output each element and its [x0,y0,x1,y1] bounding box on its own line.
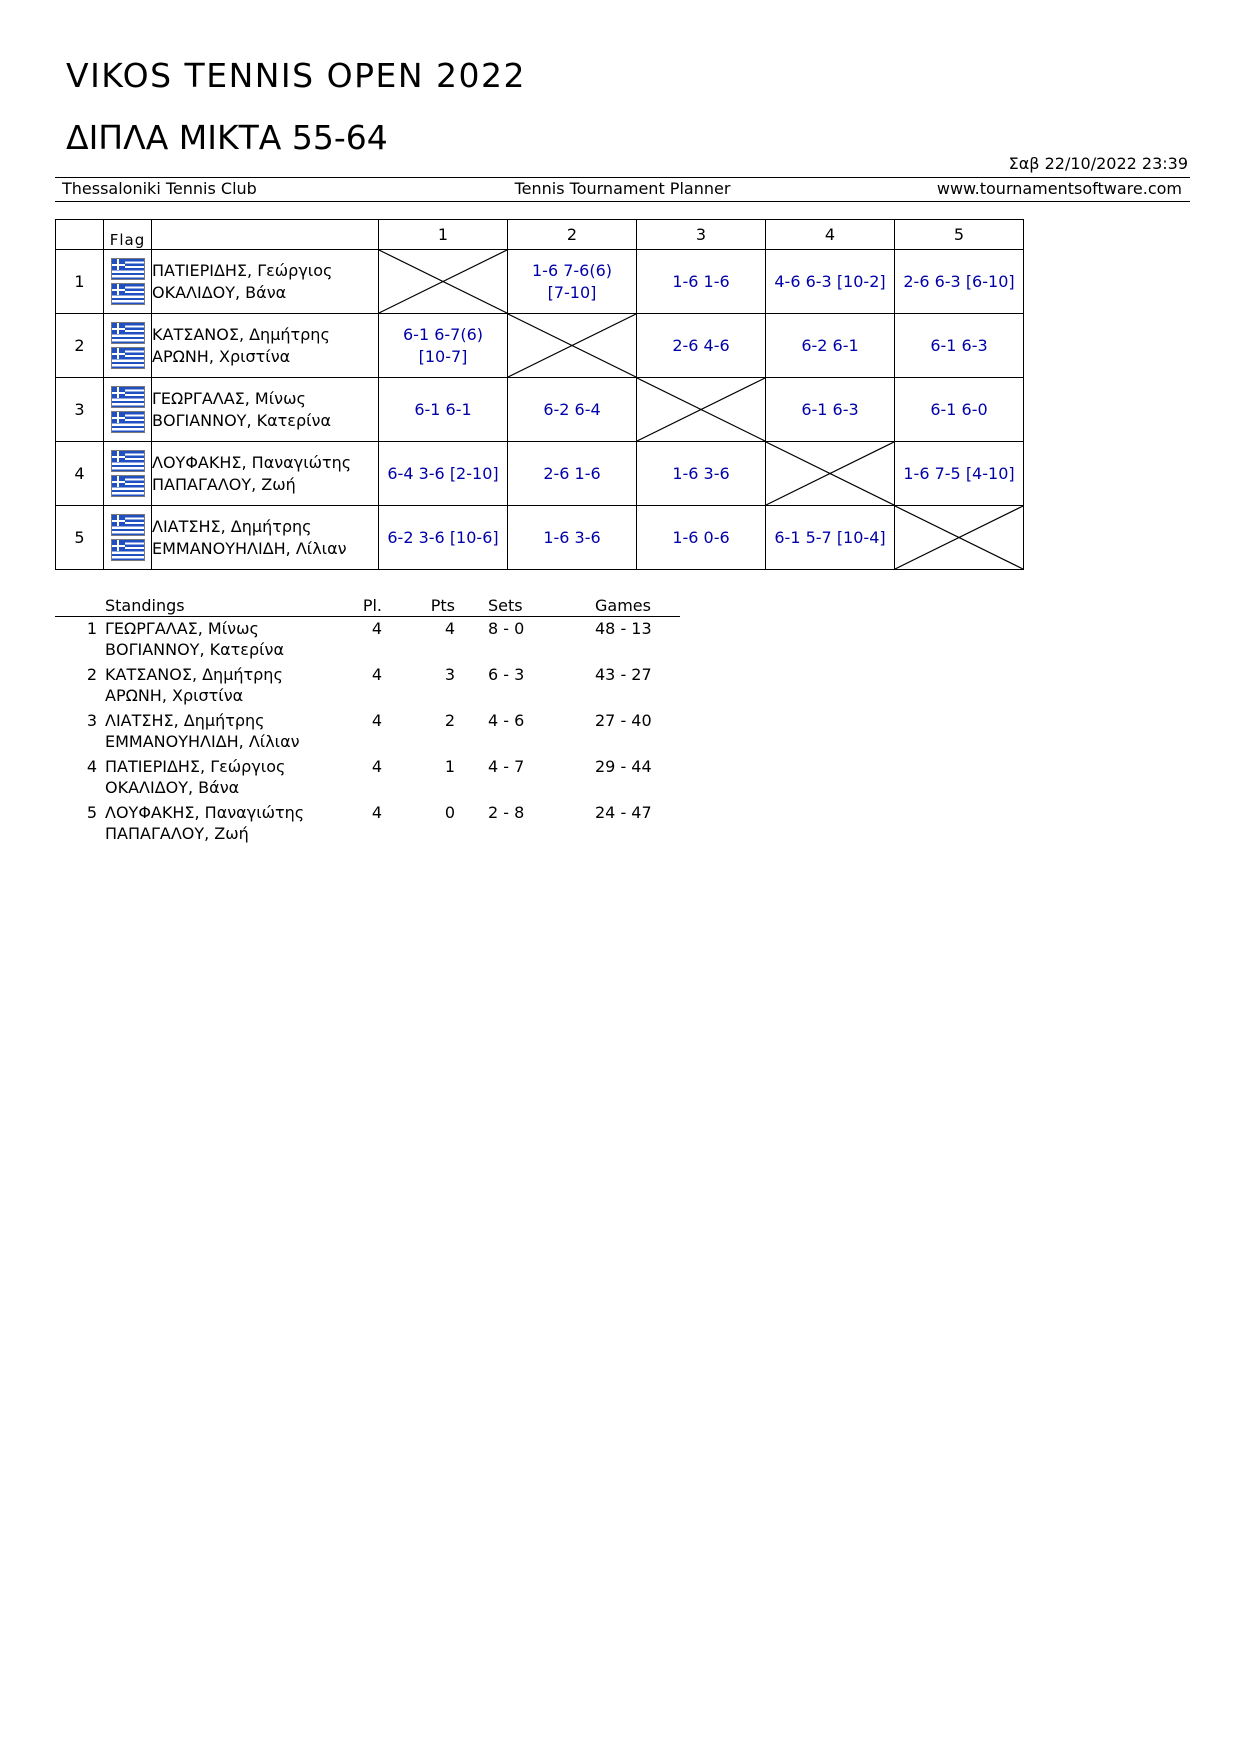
played-header: Pl. [362,596,382,615]
self-match-cell [766,442,895,506]
print-datetime: Σαβ 22/10/2022 23:39 [1008,154,1188,173]
standings-divider [55,616,680,617]
self-match-cell [379,250,508,314]
standing-played: 4 [371,665,382,684]
greece-flag-icon [111,411,145,433]
row-number: 5 [56,506,104,570]
match-score[interactable]: 1-6 3-6 [508,506,637,570]
player-name[interactable]: ΒΟΓΙΑΝΝΟΥ, Κατερίνα [152,410,331,430]
standing-games: 27 - 40 [595,711,652,730]
self-match-cell [895,506,1024,570]
standing-team [105,756,285,798]
match-score[interactable]: 1-6 7-5 [4-10] [895,442,1024,506]
player-name[interactable]: ΟΚΑΛΙΔΟΥ, Βάνα [152,282,287,302]
standing-position: 2 [86,665,97,684]
grid-corner-cell [56,220,104,250]
standing-sets: 8 - 0 [488,619,525,638]
standings-row [55,756,680,804]
match-score[interactable]: 1-6 0-6 [637,506,766,570]
player-name: ΠΑΠΑΓΑΛΟΥ, Ζωή [105,824,249,843]
player-name[interactable]: ΛΙΑΤΣΗΣ, Δημήτρης [152,516,312,536]
player-name: ΕΜΜΑΝΟΥΗΛΙΔΗ, Λίλιαν [105,732,300,751]
match-score[interactable]: 4-6 6-3 [10-2] [766,250,895,314]
greece-flag-icon [111,514,145,536]
standing-sets: 6 - 3 [488,665,525,684]
greece-flag-icon [111,475,145,497]
greece-flag-icon [111,258,145,280]
team-names[interactable] [152,378,379,442]
match-score[interactable]: 1-6 3-6 [637,442,766,506]
match-score[interactable]: 1-6 1-6 [637,250,766,314]
club-name: Thessaloniki Tennis Club [62,179,257,198]
standing-points: 1 [444,757,455,776]
match-score[interactable]: 6-4 3-6 [2-10] [379,442,508,506]
grid-header-row [56,220,1024,250]
grid-row [56,250,1024,314]
standing-position: 4 [86,757,97,776]
standing-team [105,618,284,660]
standing-points: 0 [444,803,455,822]
standing-sets: 4 - 6 [488,711,525,730]
match-score[interactable]: 6-1 6-1 [379,378,508,442]
self-match-cell [637,378,766,442]
player-name[interactable]: ΕΜΜΑΝΟΥΗΛΙΔΗ, Λίλιαν [152,538,347,558]
standing-position: 1 [86,619,97,638]
match-score[interactable]: 6-1 5-7 [10-4] [766,506,895,570]
standing-played: 4 [371,803,382,822]
standing-played: 4 [371,619,382,638]
grid-row [56,378,1024,442]
grid-row [56,442,1024,506]
match-score[interactable]: 6-2 6-1 [766,314,895,378]
standings-row [55,802,680,850]
column-header-1: 1 [379,220,508,250]
player-name: ΚΑΤΣΑΝΟΣ, Δημήτρης [105,665,283,684]
header-bottom-divider [55,201,1190,202]
standing-team [105,710,300,752]
match-score[interactable]: 1-6 7-6(6) [7-10] [508,250,637,314]
flag-cell [104,442,152,506]
planner-name: Tennis Tournament Planner [514,179,731,198]
standing-played: 4 [371,711,382,730]
standing-sets: 4 - 7 [488,757,525,776]
player-name: ΛΟΥΦΑΚΗΣ, Παναγιώτης [105,803,305,822]
standing-points: 4 [444,619,455,638]
standing-games: 43 - 27 [595,665,652,684]
greece-flag-icon [111,450,145,472]
match-score[interactable]: 6-2 3-6 [10-6] [379,506,508,570]
flag-column-header: Flag [104,220,152,250]
match-score[interactable]: 6-1 6-3 [766,378,895,442]
column-header-4: 4 [766,220,895,250]
greece-flag-icon [111,539,145,561]
match-score[interactable]: 6-1 6-0 [895,378,1024,442]
match-score[interactable]: 2-6 1-6 [508,442,637,506]
flag-cell [104,314,152,378]
player-name[interactable]: ΑΡΩΝΗ, Χριστίνα [152,346,291,366]
row-number: 3 [56,378,104,442]
flag-cell [104,506,152,570]
player-name[interactable]: ΠΑΠΑΓΑΛΟΥ, Ζωή [152,474,296,494]
match-score[interactable]: 2-6 4-6 [637,314,766,378]
player-name[interactable]: ΠΑΤΙΕΡΙΔΗΣ, Γεώργιος [152,260,333,280]
flag-cell [104,378,152,442]
standing-points: 2 [444,711,455,730]
flag-cell [104,250,152,314]
website-link[interactable]: www.tournamentsoftware.com [936,179,1182,198]
column-header-5: 5 [895,220,1024,250]
standings-row [55,710,680,758]
standing-sets: 2 - 8 [488,803,525,822]
grid-row [56,506,1024,570]
standings-row [55,664,680,712]
standing-position: 3 [86,711,97,730]
player-name: ΟΚΑΛΙΔΟΥ, Βάνα [105,778,240,797]
row-number: 1 [56,250,104,314]
match-score[interactable]: 2-6 6-3 [6-10] [895,250,1024,314]
player-name: ΒΟΓΙΑΝΝΟΥ, Κατερίνα [105,640,284,659]
standing-played: 4 [371,757,382,776]
points-header: Pts [430,596,455,615]
player-name[interactable]: ΛΟΥΦΑΚΗΣ, Παναγιώτης [152,452,352,472]
standing-games: 29 - 44 [595,757,652,776]
greece-flag-icon [111,283,145,305]
team-names[interactable] [152,314,379,378]
self-match-cell [508,314,637,378]
match-score[interactable]: 6-1 6-7(6) [10-7] [379,314,508,378]
greece-flag-icon [111,386,145,408]
standings-label: Standings [105,596,185,615]
match-score[interactable]: 6-1 6-3 [895,314,1024,378]
player-name[interactable]: ΚΑΤΣΑΝΟΣ, Δημήτρης [152,324,330,344]
greece-flag-icon [111,322,145,344]
row-number: 2 [56,314,104,378]
standing-position: 5 [86,803,97,822]
standings-row [55,618,680,666]
match-score[interactable]: 6-2 6-4 [508,378,637,442]
player-name[interactable]: ΓΕΩΡΓΑΛΑΣ, Μίνως [152,388,306,408]
team-names[interactable] [152,442,379,506]
standing-games: 24 - 47 [595,803,652,822]
grid-row [56,314,1024,378]
games-header: Games [595,596,651,615]
event-title: ΔΙΠΛΑ ΜΙΚΤΑ 55-64 [66,118,388,157]
standings-header [55,597,680,615]
page-header-bar [55,178,1190,200]
name-column-header [152,220,379,250]
player-name: ΑΡΩΝΗ, Χριστίνα [105,686,244,705]
standing-team [105,664,283,706]
standing-points: 3 [444,665,455,684]
standing-team [105,802,304,844]
player-name: ΠΑΤΙΕΡΙΔΗΣ, Γεώργιος [105,757,286,776]
sets-header: Sets [488,596,523,615]
round-robin-grid [55,219,1024,570]
team-names[interactable] [152,250,379,314]
team-names[interactable] [152,506,379,570]
column-header-2: 2 [508,220,637,250]
player-name: ΛΙΑΤΣΗΣ, Δημήτρης [105,711,265,730]
column-header-3: 3 [637,220,766,250]
standing-games: 48 - 13 [595,619,652,638]
player-name: ΓΕΩΡΓΑΛΑΣ, Μίνως [105,619,259,638]
row-number: 4 [56,442,104,506]
greece-flag-icon [111,347,145,369]
tournament-title: VIKOS TENNIS OPEN 2022 [66,56,526,95]
